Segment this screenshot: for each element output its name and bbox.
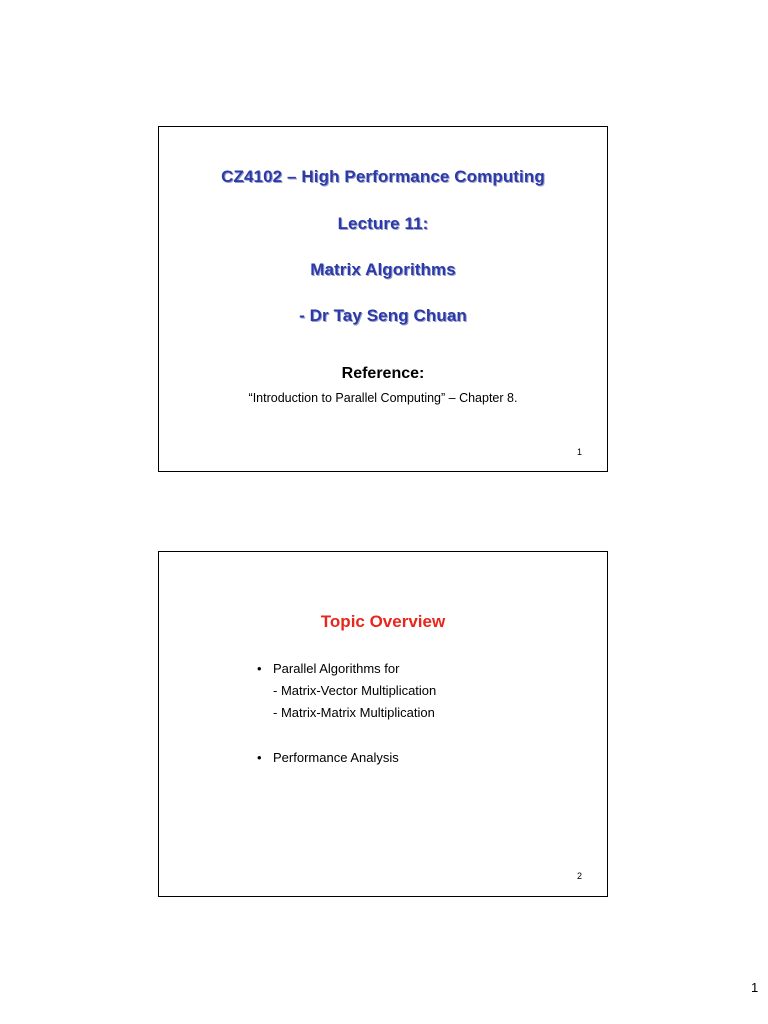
- bullet-list: [257, 658, 436, 769]
- bullet-text: Performance Analysis: [273, 750, 399, 765]
- bullet-icon: •: [257, 750, 262, 765]
- slide-1: [158, 126, 608, 472]
- course-title: CZ4102 – High Performance Computing: [221, 167, 545, 186]
- sub-item: - Matrix-Vector Multiplication: [273, 683, 437, 698]
- bullet-text: Parallel Algorithms for: [273, 661, 400, 676]
- lecture-label: Lecture 11:: [337, 214, 429, 233]
- reference-text: “Introduction to Parallel Computing” – Chapter 8.: [248, 391, 518, 405]
- slide-title: Topic Overview: [320, 612, 446, 631]
- page-number: 1: [751, 980, 759, 995]
- author-name: - Dr Tay Seng Chuan: [299, 306, 467, 325]
- reference-heading: Reference:: [341, 365, 425, 382]
- bullet-icon: •: [257, 661, 262, 676]
- lecture-topic: Matrix Algorithms: [310, 260, 456, 279]
- slide-2: [158, 551, 608, 897]
- sub-item: - Matrix-Matrix Multiplication: [273, 705, 435, 720]
- list-item: [257, 747, 436, 769]
- slide-number: 1: [577, 447, 583, 457]
- list-spacer: [257, 724, 436, 747]
- list-item: [257, 658, 436, 724]
- slide-number: 2: [577, 871, 583, 881]
